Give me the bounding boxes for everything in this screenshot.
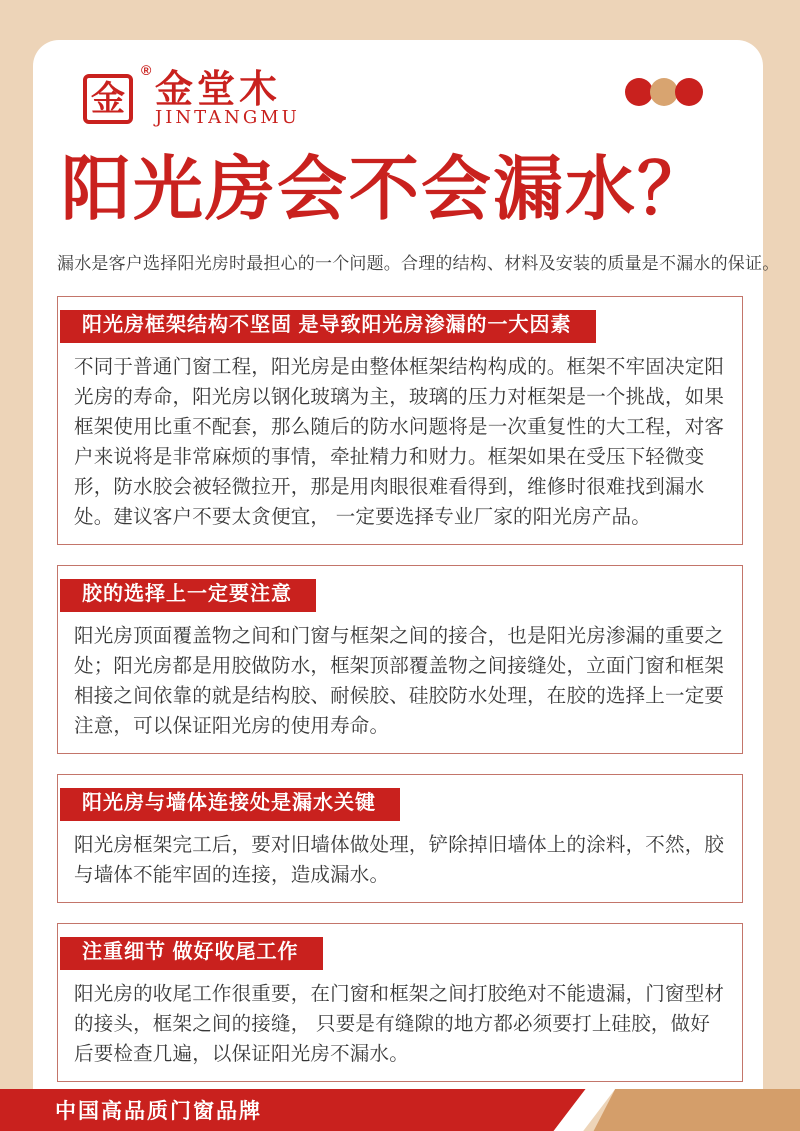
section-heading-bar: [60, 579, 316, 612]
page-title: 阳光房会不会漏水？: [61, 150, 709, 228]
section-heading: 注重细节 做好收尾工作: [82, 941, 299, 963]
section-heading-bar: [60, 937, 323, 970]
brand-name-english: JINTANGMU: [155, 106, 300, 128]
section-box-glue-choice: [57, 565, 743, 754]
section-heading-bar: [60, 788, 400, 821]
brand-wordmark: [155, 68, 300, 128]
brand-header: [83, 62, 717, 134]
red-dot-left: [625, 78, 653, 106]
seal-character: 金: [91, 79, 125, 119]
page-subtitle: 漏水是客户选择阳光房时最担心的一个问题。合理的结构、材料及安装的质量是不漏水的保证。: [57, 254, 780, 273]
section-heading: 阳光房与墙体连接处是漏水关键: [82, 792, 376, 814]
section-body: 不同于普通门窗工程，阳光房是由整体框架结构构成的。框架不牢固决定阳光房的寿命，阳光房以钢化玻璃为主，玻璃的压力对框架是一个挑战，如果框架使用比重不配套，那么随后的防水问题将是一次重复性的大工程，对客户来说将是非常麻烦的事情，牵扯精力和财力。框架如果在受压下轻微变形，防水胶会被轻微拉开，那是用肉眼很难看得到，维修时很难找到漏水处。建议客户不要太贪便宜， 一定要选择专业厂家的阳光房产品。: [74, 356, 725, 528]
tan-dot-middle: [650, 78, 678, 106]
footer-slogan: 中国高品质门窗品牌: [55, 1100, 262, 1123]
footer-bar: [0, 1089, 800, 1131]
content-card: [33, 40, 780, 1089]
brand-seal-icon: [83, 74, 133, 124]
section-body: 阳光房框架完工后，要对旧墙体做处理，铲除掉旧墙体上的涂料，不然，胶与墙体不能牢固的连接，造成漏水。: [74, 834, 725, 886]
decorative-dots: [625, 78, 703, 106]
section-heading: 阳光房框架结构不坚固 是导致阳光房渗漏的一大因素: [82, 314, 572, 336]
section-box-frame-structure: [57, 296, 743, 545]
section-box-wall-connection: [57, 774, 743, 903]
section-body: 阳光房的收尾工作很重要，在门窗和框架之间打胶绝对不能遗漏，门窗型材的接头，框架之间的接缝， 只要是有缝隙的地方都必须要打上硅胶，做好后要检查几遍，以保证阳光房不漏水。: [74, 983, 725, 1065]
red-dot-right: [675, 78, 703, 106]
sections-container: [57, 296, 743, 1102]
section-heading: 胶的选择上一定要注意: [82, 583, 292, 605]
brand-name-chinese: 金堂木: [155, 66, 282, 111]
registered-trademark-mark: ®: [141, 62, 152, 78]
section-box-finishing-details: [57, 923, 743, 1082]
section-body: 阳光房顶面覆盖物之间和门窗与框架之间的接合，也是阳光房渗漏的重要之处；阳光房都是用胶做防水，框架顶部覆盖物之间接缝处，立面门窗和框架相接之间依靠的就是结构胶、耐候胶、硅胶防水处理，在胶的选择上一定要注意，可以保证阳光房的使用寿命。: [74, 625, 725, 737]
section-heading-bar: [60, 310, 596, 343]
